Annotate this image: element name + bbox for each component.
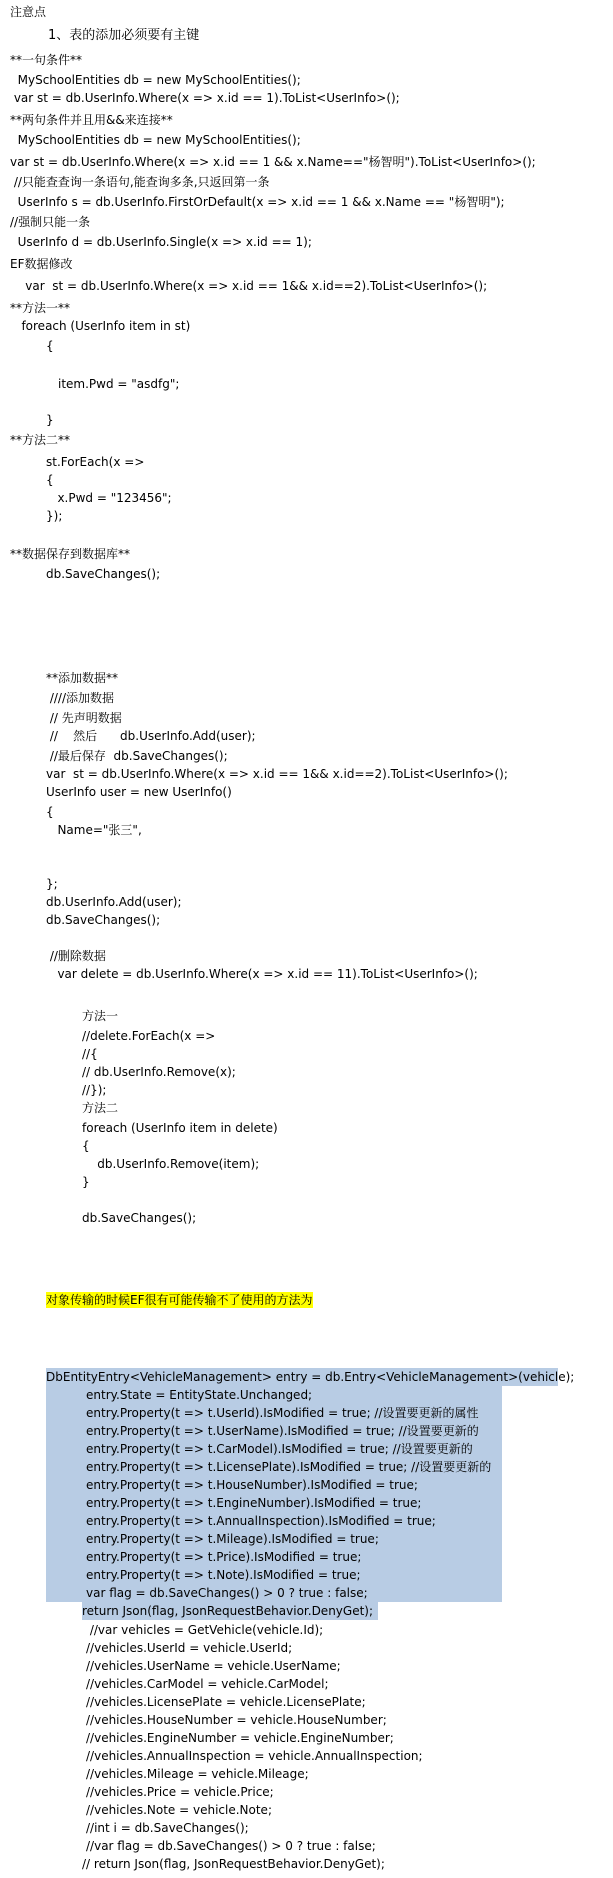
doc-line-74: //vehicles.AnnualInspection = vehicle.AnnualInspection; [86,1749,423,1763]
doc-line-68: //vehicles.UserId = vehicle.UserId; [86,1641,293,1655]
doc-line-12: UserInfo d = db.UserInfo.Single(x => x.id == 1); [10,235,312,249]
doc-line-71: //vehicles.LicensePlate = vehicle.LicensePlate; [86,1695,366,1709]
doc-line-47: foreach (UserInfo item in delete) [82,1121,278,1135]
doc-line-48: { [82,1139,90,1153]
doc-line-61: entry.Property(t => t.AnnualInspection).IsModified = true; [86,1514,436,1528]
highlighted-heading: 对象传输的时候EF很有可能传输不了使用的方法为 [46,1293,313,1307]
doc-line-38: db.SaveChanges(); [46,913,161,927]
doc-line-42: //delete.ForEach(x => [82,1029,216,1043]
doc-line-46: 方法二 [82,1101,119,1115]
doc-line-44: // db.UserInfo.Remove(x); [82,1065,236,1079]
doc-line-67: //var vehicles = GetVehicle(vehicle.Id); [86,1623,324,1637]
doc-line-32: var st = db.UserInfo.Where(x => x.id == 1&& x.id==2).ToList<UserInfo>(); [46,767,508,781]
doc-line-24: }); [46,509,63,523]
doc-line-9: //只能查查询一条语句,能查询多条,只返回第一条 [10,175,270,189]
doc-line-72: //vehicles.HouseNumber = vehicle.HouseNumber; [86,1713,387,1727]
doc-line-63: entry.Property(t => t.Price).IsModified = true; [86,1550,362,1564]
doc-line-70: //vehicles.CarModel = vehicle.CarModel; [86,1677,329,1691]
doc-line-25: **数据保存到数据库** [10,547,131,561]
doc-line-21: st.ForEach(x => [46,455,145,469]
doc-line-43: //{ [82,1047,98,1061]
doc-line-76: //vehicles.Price = vehicle.Price; [86,1785,274,1799]
doc-line-62: entry.Property(t => t.Mileage).IsModified = true; [86,1532,379,1546]
doc-line-29: // 先声明数据 [46,711,122,725]
doc-line-8: var st = db.UserInfo.Where(x => x.id == 1 && x.Name=="杨智明").ToList<UserInfo>(); [10,155,536,169]
doc-line-56: entry.Property(t => t.UserName).IsModified = true; //设置要更新的 [86,1424,479,1438]
doc-line-58: entry.Property(t => t.LicensePlate).IsModified = true; //设置要更新的 [86,1460,492,1474]
doc-line-22: { [46,473,54,487]
doc-line-78: //int i = db.SaveChanges(); [86,1821,249,1835]
doc-line-1: 注意点 [10,5,47,19]
doc-line-66: return Json(flag, JsonRequestBehavior.DenyGet); [82,1604,374,1618]
doc-line-5: var st = db.UserInfo.Where(x => x.id == 1).ToList<UserInfo>(); [10,91,400,105]
doc-line-65: var flag = db.SaveChanges() > 0 ? true : false; [86,1586,368,1600]
doc-line-3: **一句条件** [10,53,83,67]
doc-line-34: { [46,805,54,819]
doc-line-49: db.UserInfo.Remove(item); [82,1157,260,1171]
doc-line-10: UserInfo s = db.UserInfo.FirstOrDefault(x => x.id == 1 && x.Name == "杨智明"); [10,195,505,209]
doc-line-57: entry.Property(t => t.CarModel).IsModified = true; //设置要更新的 [86,1442,473,1456]
doc-line-64: entry.Property(t => t.Note).IsModified = true; [86,1568,361,1582]
doc-line-77: //vehicles.Note = vehicle.Note; [86,1803,272,1817]
doc-line-36: }; [46,877,58,891]
doc-line-14: var st = db.UserInfo.Where(x => x.id == 1&& x.id==2).ToList<UserInfo>(); [10,279,488,293]
doc-line-69: //vehicles.UserName = vehicle.UserName; [86,1659,341,1673]
doc-line-40: var delete = db.UserInfo.Where(x => x.id == 11).ToList<UserInfo>(); [46,967,478,981]
doc-line-13: EF数据修改 [10,257,73,271]
doc-line-59: entry.Property(t => t.HouseNumber).IsModified = true; [86,1478,418,1492]
doc-line-35: Name="张三", [46,823,142,837]
doc-line-50: } [82,1175,90,1189]
doc-line-20: **方法二** [10,433,71,447]
doc-line-23: x.Pwd = "123456"; [46,491,172,505]
doc-line-60: entry.Property(t => t.EngineNumber).IsModified = true; [86,1496,422,1510]
doc-line-54: entry.State = EntityState.Unchanged; [86,1388,313,1402]
doc-line-39: //删除数据 [46,949,106,963]
doc-line-26: db.SaveChanges(); [46,567,161,581]
doc-line-73: //vehicles.EngineNumber = vehicle.EngineNumber; [86,1731,394,1745]
doc-line-27: **添加数据** [46,671,119,685]
doc-line-75: //vehicles.Mileage = vehicle.Mileage; [86,1767,309,1781]
doc-line-16: foreach (UserInfo item in st) [10,319,191,333]
doc-line-6: **两句条件并且用&&来连接** [10,113,173,127]
doc-line-15: **方法一** [10,301,71,315]
doc-line-53: DbEntityEntry<VehicleManagement> entry = db.Entry<VehicleManagement>(vehicle); [46,1370,575,1384]
doc-line-31: //最后保存 db.SaveChanges(); [46,749,228,763]
doc-line-28: ////添加数据 [46,691,114,705]
doc-line-11: //强制只能一条 [10,215,91,229]
doc-line-17: { [46,339,54,353]
doc-line-51: db.SaveChanges(); [82,1211,197,1225]
doc-line-41: 方法一 [82,1009,119,1023]
doc-line-80: // return Json(flag, JsonRequestBehavior.DenyGet); [82,1857,385,1871]
doc-line-33: UserInfo user = new UserInfo() [46,785,232,799]
doc-line-45: //}); [82,1083,107,1097]
doc-line-79: //var flag = db.SaveChanges() > 0 ? true : false; [86,1839,376,1853]
doc-line-30: // 然后 db.UserInfo.Add(user); [46,729,256,743]
doc-line-37: db.UserInfo.Add(user); [46,895,182,909]
doc-line-18: item.Pwd = "asdfg"; [58,377,180,391]
doc-line-2: 1、表的添加必须要有主键 [48,28,200,43]
doc-line-7: MySchoolEntities db = new MySchoolEntities(); [10,133,301,147]
doc-line-55: entry.Property(t => t.UserId).IsModified = true; //设置要更新的属性 [86,1406,479,1420]
doc-line-19: } [46,413,54,427]
doc-line-4: MySchoolEntities db = new MySchoolEntities(); [10,73,301,87]
